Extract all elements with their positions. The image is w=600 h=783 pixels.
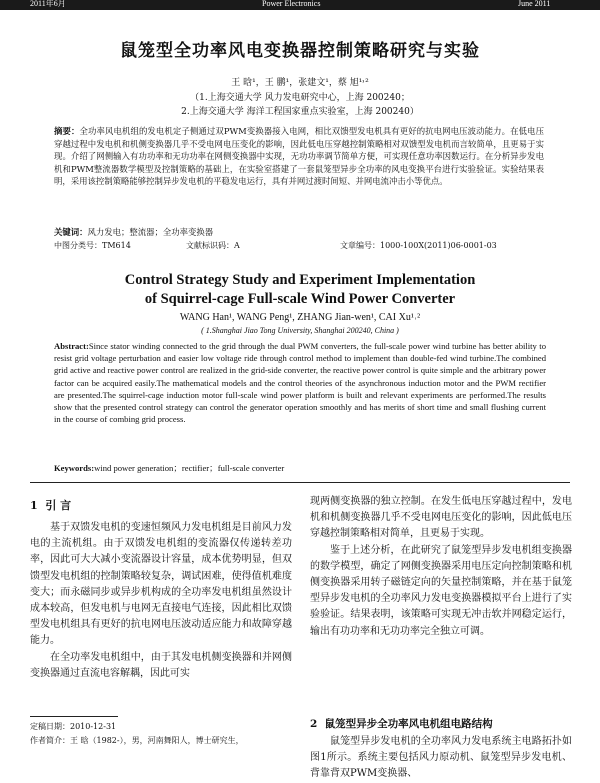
abstract-en: [54, 340, 546, 425]
keywords-en-label: Keywords:: [54, 463, 95, 473]
keywords-en-text: wind power generation；rectifier；full-scale converter: [94, 463, 285, 473]
section-1-title: 引 言: [45, 499, 72, 512]
paragraph: 在全功率发电机组中，由于其发电机侧变换器和并网侧变换器通过直流电容解耦，因此可实: [30, 651, 292, 679]
paragraph: 鉴于上述分析，在此研究了鼠笼型异步发电机组变换器的数学模型，确定了网侧变换器采用电压定向控制策略和机侧变换器采用转子磁链定向的矢量控制策略，并在基于鼠笼型异步发电机的全功率风力发电变换器模拟平台上进行了实验验证。结果表明，该策略可实现无冲击软并网稳定运行，输出有功功率和无功功率完全独立可调。: [310, 544, 572, 637]
title-cn: 鼠笼型全功率风电变换器控制策略研究与实验: [120, 41, 480, 61]
abstract-en-text: Since stator winding connected to the grid through the dual PWM converters, the full-scale power wind turbine has better ability to resist grid voltage perturbation and easier low voltage ride through control method to implement than double-fed wind turbine.The combined grid active and reactive power control are realized in the grid-side converter, the reactive power control is quite simple and the arbitrary power factor can be acquired easily.The mathematical models and the control theories of the asynchronous induction motor and the PWM rectifier are presented.The squirrel-cage induction motor full-scale wind power platform is built and relevant experiments are performed.The results show that the presented control strategy can control the generator operation smoothly and has merits of short time and small flushing current in the course of combing grid process.: [54, 341, 546, 425]
paragraph: 鼠笼型异步发电机的全功率风力发电系统主电路拓扑如图1所示。系统主要包括风力原动机、鼠笼型异步发电机、背靠背双PWM变换器、: [310, 736, 572, 780]
article-number: 文章编号：1000-100X(2011)06-0001-03: [340, 241, 497, 250]
section-divider: [30, 482, 570, 483]
paragraph: 基于双馈发电机的变速恒频风力发电机组是目前风力发电的主流机组。由于双馈发电机组的变流器仅传递转差功率，因此可大大减小变流器设计容量，成本优势明显，但双馈型发电机组的控制策略较复杂，调试困难，使得值机难度变大；而永磁同步或异步机构成的全功率发电机组虽然设计成本较高，但发电机与电网无直接电气连接，因此相比双馈型发电机组具有更好的抗电网电压波动适应能力和故障穿越能力。: [30, 522, 292, 647]
authors-cn: 王 晗¹，王 鹏¹，张建文¹，蔡 旭¹˒²: [231, 78, 369, 88]
section-1-number: 1: [30, 499, 38, 512]
authors-en: WANG Han¹, WANG Peng¹, ZHANG Jian-wen¹, CAI Xu¹˒²: [179, 312, 421, 323]
keywords-cn: [54, 226, 544, 239]
section-2-heading: [310, 716, 493, 731]
document-code: 文献标识码：A: [186, 241, 240, 250]
column-left: [30, 520, 292, 682]
footnote-author: 作者简介：王 晗（1982-），男，河南舞阳人，博士研究生，: [30, 736, 244, 745]
section-2-title: 鼠笼型异步全功率风电机组电路结构: [324, 718, 493, 730]
keywords-cn-label: 关键词：: [54, 227, 88, 237]
header-date: 2011年6月: [30, 0, 66, 8]
section-1-heading: [30, 497, 71, 513]
keywords-cn-text: 风力发电；整流器；全功率变换器: [87, 227, 214, 237]
title-en-line-1: Control Strategy Study and Experiment Implementation: [124, 272, 476, 288]
affiliation-cn-1: （1.上海交通大学 风力发电研究中心，上海 200240；: [190, 93, 410, 103]
affiliation-en: ( 1.Shanghai Jiao Tong University, Shanghai 200240, China ): [201, 326, 399, 335]
footnote-rule: [30, 716, 118, 717]
affiliation-cn-2: 2.上海交通大学 海洋工程国家重点实验室，上海 200240）: [181, 107, 419, 117]
clc-number: 中图分类号：TM614: [54, 241, 131, 250]
title-en-line-2: of Squirrel-cage Full-scale Wind Power Converter: [144, 291, 456, 307]
abstract-cn-text: 全功率风电机组的发电机定子侧通过双PWM变换器接入电网，相比双馈型发电机具有更好的抗电网电压波动能力。在低电压穿越过程中发电机和机侧变换器几乎不受电网电压变化的影响，因此低电压穿越控制策略相对双馈型发电机而言较简单，且更易于实现。介绍了网侧输入有功功率和无功功率在网侧变换器中实现，无功功率调节简单方便，可实现任意功率因数运行。在分析异步发电机和PWM整流器数学模型及控制策略的基础上，在实验室搭建了一套鼠笼型异步全功率的风电变换平台进行实验验证。实验结果表明，采用该控制策略能够控制异步发电机的平稳发电运行，具有并网过渡时间短、并网电流冲击小等优点。: [54, 126, 544, 187]
abstract-cn-label: 摘要：: [54, 126, 80, 136]
header-date-en: June 2011: [518, 0, 551, 8]
footnote-received: 定稿日期：2010-12-31: [30, 722, 117, 731]
paragraph: 现两侧变换器的独立控制。在发生低电压穿越过程中，发电机和机侧变换器几乎不受电网电压变化的影响，因此低电压穿越控制策略相对简单，且更易于实现。: [310, 496, 572, 540]
section-2-number: 2: [310, 718, 318, 730]
keywords-en: [54, 462, 546, 474]
abstract-en-label: Abstract:: [54, 341, 89, 351]
column-right: [310, 494, 572, 640]
column-right-tail: [310, 734, 572, 780]
running-header: [0, 0, 600, 10]
abstract-cn: [54, 125, 544, 188]
header-journal: Power Electronics: [262, 0, 321, 8]
